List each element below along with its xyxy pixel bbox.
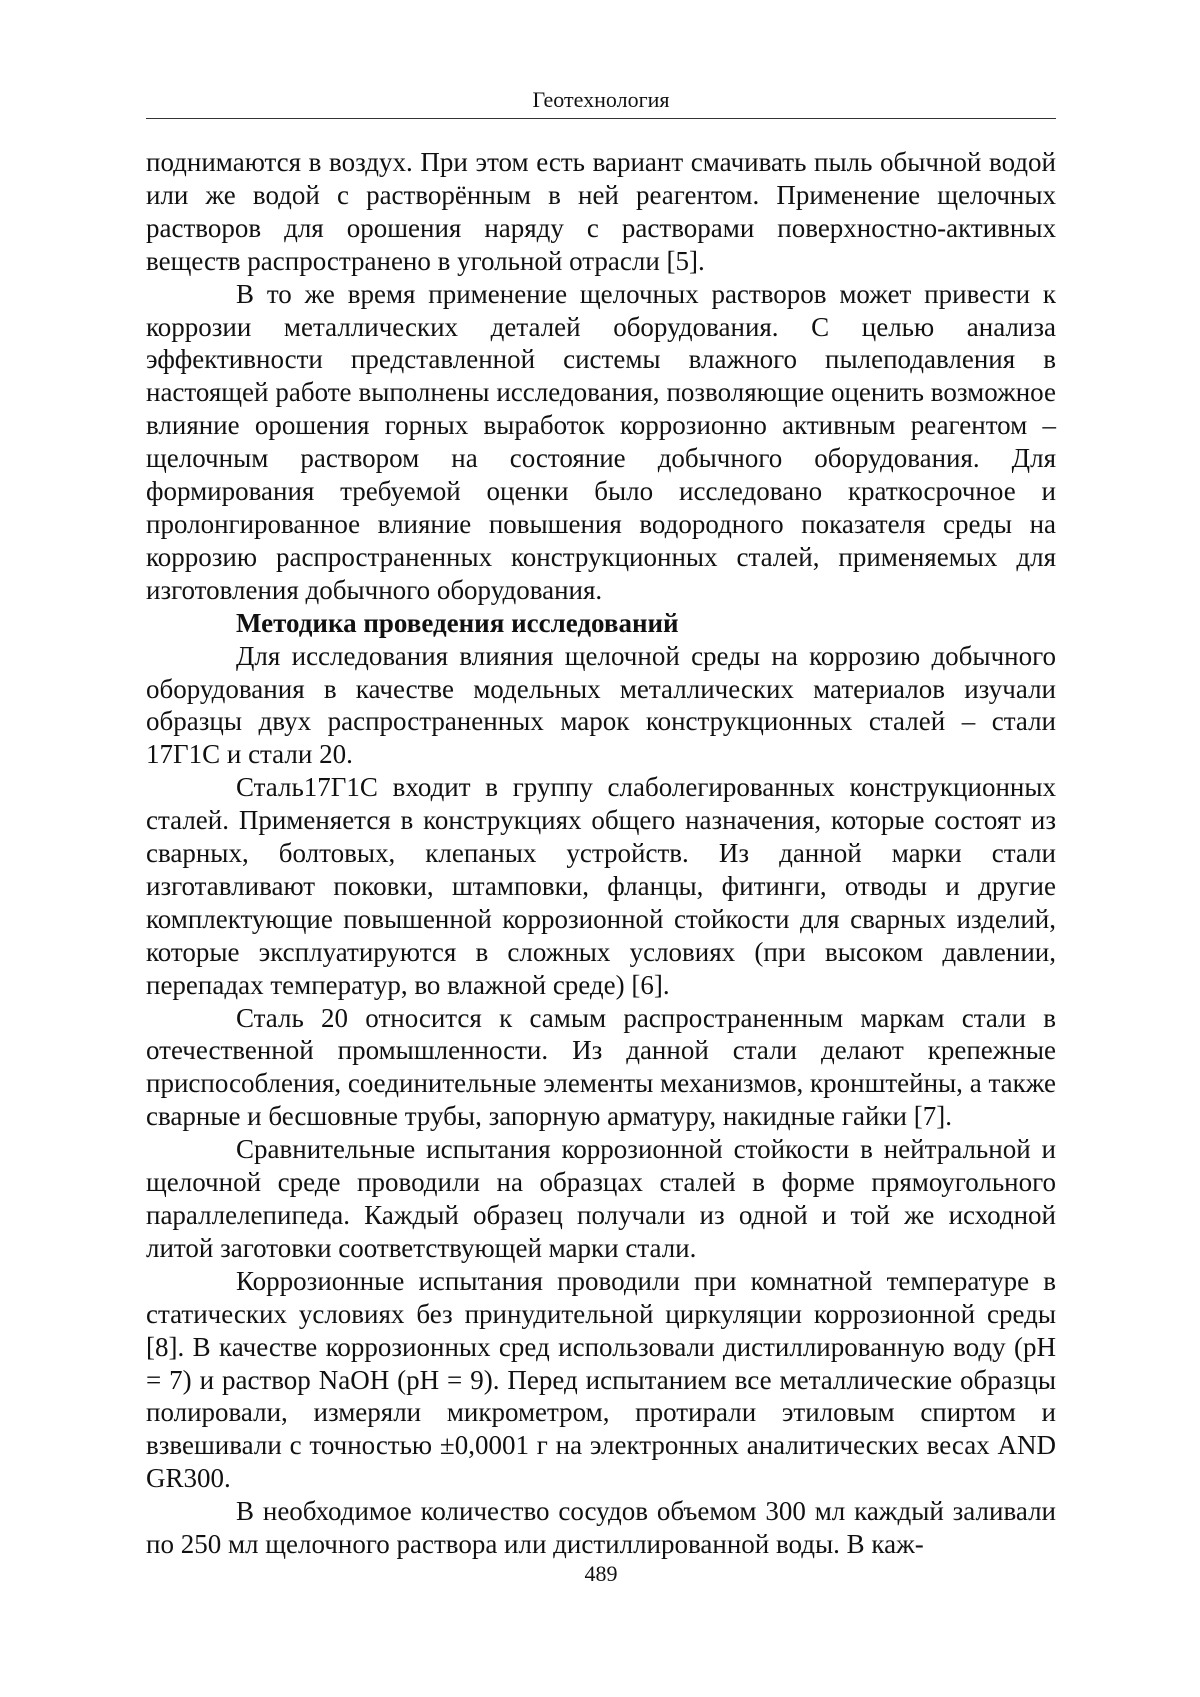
- paragraph: Для исследования влияния щелочной среды на коррозию добычного оборудования в качестве модельных металлических материалов изучали образцы двух распространенных марок конструкционных сталей – стали 17Г1С и стали 20.: [146, 640, 1056, 770]
- body-text: [146, 146, 1056, 1561]
- paragraph-continuation: поднимаются в воздух. При этом есть вариант смачивать пыль обычной водой или же водой с растворённым в ней реагентом. Применение щелочных растворов для орошения наряду с растворами поверхностно-активных веществ распространено в угольной отрасли [5].: [146, 147, 1056, 276]
- paragraph: В необходимое количество сосудов объемом 300 мл каждый заливали по 250 мл щелочного раствора или дистиллированной воды. В каж-: [146, 1496, 1056, 1560]
- paragraph: Сравнительные испытания коррозионной стойкости в нейтральной и щелочной среде проводили на образцах сталей в форме прямоугольного параллелепипеда. Каждый образец получали из одной и той же исходной литой заготовки соответствующей марки стали.: [146, 1134, 1056, 1263]
- section-heading: Методика проведения исследований: [236, 607, 679, 638]
- paragraph: Коррозионные испытания проводили при комнатной температуре в статических условиях без принудительной циркуляции коррозионной среды [8]. В качестве коррозионных сред использовали дистиллированную воду (pH = 7) и раствор NaOH (pH = 9). Перед испытанием все металлические образцы полировали, измеряли микрометром, протирали этиловым спиртом и взвешивали с точностью ±0,0001 г на электронных аналитических весах AND GR300.: [146, 1265, 1056, 1494]
- paragraph: В то же время применение щелочных растворов может привести к коррозии металлических деталей оборудования. С целью анализа эффективности представленной системы влажного пылеподавления в настоящей работе выполнены исследования, позволяющие оценить возможное влияние орошения горных выработок коррозионно активным реагентом – щелочным раствором на состояние добычного оборудования. Для формирования требуемой оценки было исследовано краткосрочное и пролонгированное влияние повышения водородного показателя среды на коррозию распространенных конструкционных сталей, применяемых для изготовления добычного оборудования.: [146, 278, 1056, 605]
- page-number: 489: [584, 1561, 618, 1586]
- running-header: Геотехнология: [146, 86, 1056, 119]
- paragraph: Сталь 20 относится к самым распространенным маркам стали в отечественной промышленности. Из данной стали делают крепежные приспособления, соединительные элементы механизмов, кронштейны, а также сварные и бесшовные трубы, запорную арматуру, накидные гайки [7].: [146, 1002, 1056, 1132]
- paragraph: Сталь17Г1С входит в группу слаболегированных конструкционных сталей. Применяется в конструкциях общего назначения, которые состоят из сварных, болтовых, клепаных устройств. Из данной марки стали изготавливают поковки, штамповки, фланцы, фитинги, отводы и другие комплектующие повышенной коррозионной стойкости для сварных изделий, которые эксплуатируются в сложных условиях (при высоком давлении, перепадах температур, во влажной среде) [6].: [146, 772, 1056, 1000]
